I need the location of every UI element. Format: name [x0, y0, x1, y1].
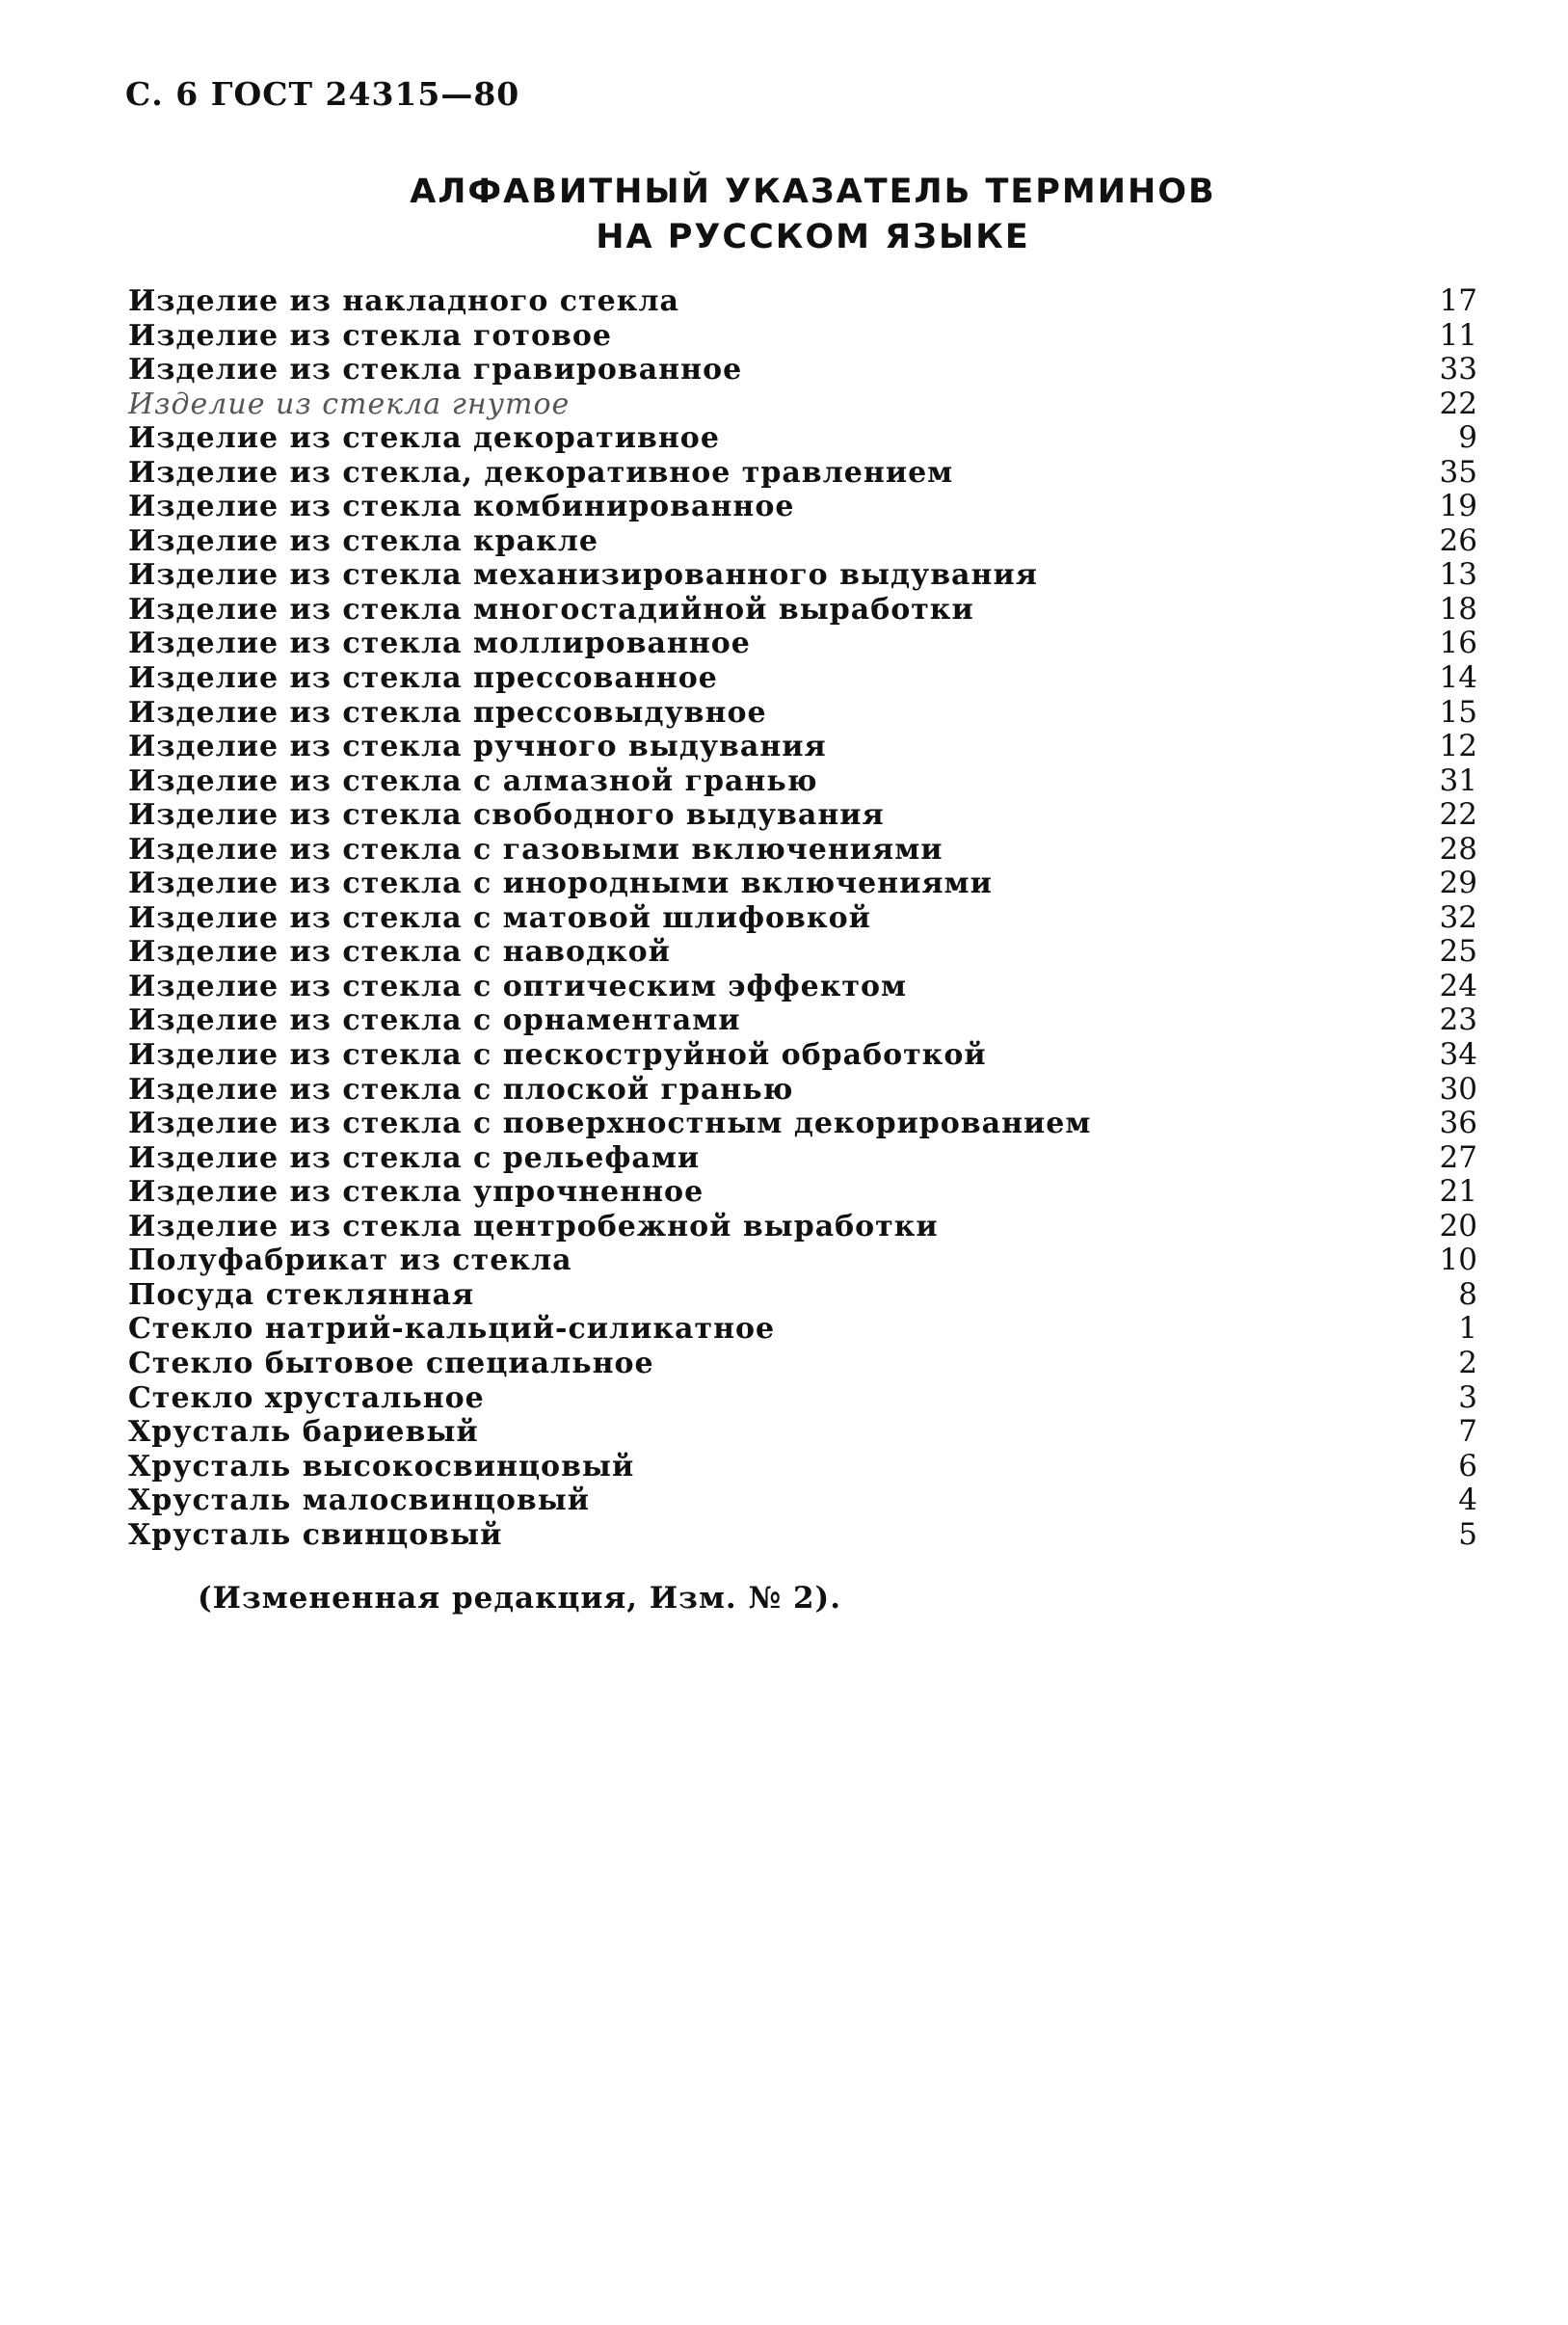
index-entry	[128, 1381, 1477, 1416]
index-term: Стекло натрий-кальций-силикатное	[128, 1312, 776, 1347]
index-number: 21	[1439, 1174, 1477, 1210]
index-entry	[128, 1141, 1477, 1176]
index-entry	[128, 1243, 1477, 1278]
index-term: Изделие из стекла гнутое	[128, 387, 571, 421]
index-number: 7	[1458, 1414, 1477, 1450]
index-entry	[128, 1003, 1477, 1038]
index-term: Изделие из стекла механизированного выдувания	[128, 558, 1038, 593]
index-term: Изделие из стекла с оптическим эффектом	[128, 969, 908, 1003]
index-term: Изделие из стекла, декоративное травлением	[128, 455, 954, 490]
index-number: 30	[1439, 1071, 1477, 1107]
index-entry	[128, 627, 1477, 661]
page-title	[0, 170, 1568, 260]
index-entry	[128, 661, 1477, 696]
index-entry	[128, 1415, 1477, 1450]
index-term: Изделие из стекла прессованное	[128, 661, 718, 696]
index-number: 28	[1439, 831, 1477, 867]
index-number: 35	[1439, 454, 1477, 490]
index-term: Изделие из стекла упрочненное	[128, 1175, 704, 1210]
index-term: Изделие из стекла с матовой шлифовкой	[128, 900, 871, 935]
index-number: 25	[1439, 934, 1477, 970]
index-number: 20	[1439, 1208, 1477, 1243]
index-entry	[128, 1450, 1477, 1484]
index-number: 3	[1458, 1379, 1477, 1415]
index-number: 10	[1439, 1243, 1477, 1278]
index-term: Изделие из стекла многостадийной выработки	[128, 592, 974, 627]
index-entry	[128, 593, 1477, 628]
index-number: 2	[1458, 1345, 1477, 1380]
index-term: Хрусталь бариевый	[128, 1415, 479, 1450]
index-term: Хрусталь малосвинцовый	[128, 1483, 591, 1518]
index-entry	[128, 284, 1477, 319]
index-entry	[128, 421, 1477, 456]
index-number: 19	[1439, 489, 1477, 524]
index-number: 16	[1439, 626, 1477, 661]
index-term: Изделие из стекла готовое	[128, 318, 612, 353]
index-entry	[128, 764, 1477, 799]
index-term: Изделие из стекла с алмазной гранью	[128, 763, 818, 798]
index-number: 1	[1458, 1311, 1477, 1347]
index-term: Изделие из стекла кракле	[128, 523, 598, 558]
index-number: 11	[1439, 317, 1477, 353]
index-entry	[128, 1073, 1477, 1108]
index-entry	[128, 935, 1477, 970]
index-number: 34	[1439, 1037, 1477, 1073]
index-term: Изделие из стекла комбинированное	[128, 490, 795, 524]
index-number: 17	[1439, 283, 1477, 318]
term-index-list	[128, 284, 1477, 1552]
index-number: 32	[1439, 899, 1477, 935]
index-number: 22	[1439, 386, 1477, 421]
index-term: Изделие из стекла моллированное	[128, 627, 751, 661]
index-number: 22	[1439, 797, 1477, 833]
index-entry	[128, 901, 1477, 936]
index-number: 9	[1458, 420, 1477, 456]
index-number: 23	[1439, 1002, 1477, 1038]
index-term: Полуфабрикат из стекла	[128, 1243, 572, 1278]
index-entry	[128, 1278, 1477, 1313]
index-entry	[128, 1347, 1477, 1381]
index-entry	[128, 353, 1477, 388]
index-number: 12	[1439, 729, 1477, 764]
index-number: 27	[1439, 1139, 1477, 1175]
index-term: Хрусталь высокосвинцовый	[128, 1449, 635, 1483]
index-entry	[128, 833, 1477, 868]
index-number: 31	[1439, 762, 1477, 798]
index-entry	[128, 798, 1477, 833]
index-number: 4	[1458, 1483, 1477, 1518]
index-number: 24	[1439, 968, 1477, 1003]
index-term: Изделие из стекла декоративное	[128, 421, 720, 456]
index-number: 5	[1458, 1516, 1477, 1552]
page-header: С. 6 ГОСТ 24315—80	[125, 75, 520, 113]
index-entry	[128, 1312, 1477, 1347]
index-term: Изделие из стекла с пескоструйной обработкой	[128, 1038, 987, 1073]
index-term: Изделие из стекла с наводкой	[128, 935, 671, 970]
index-entry	[128, 730, 1477, 764]
index-term: Изделие из стекла с газовыми включениями	[128, 832, 943, 867]
index-entry	[128, 867, 1477, 901]
index-term: Изделие из стекла с орнаментами	[128, 1003, 741, 1038]
index-term: Хрусталь свинцовый	[128, 1517, 503, 1552]
index-term: Изделие из стекла центробежной выработки	[128, 1209, 939, 1243]
index-number: 29	[1439, 866, 1477, 901]
index-entry	[128, 558, 1477, 593]
index-term: Изделие из стекла с поверхностным декорированием	[128, 1107, 1092, 1141]
index-entry	[128, 1038, 1477, 1073]
index-number: 6	[1458, 1448, 1477, 1483]
index-entry	[128, 388, 1477, 422]
index-number: 15	[1439, 694, 1477, 730]
index-entry	[128, 1518, 1477, 1553]
index-entry	[128, 1175, 1477, 1210]
index-term: Стекло бытовое специальное	[128, 1346, 654, 1380]
index-term: Изделие из стекла с рельефами	[128, 1140, 701, 1175]
index-entry	[128, 1107, 1477, 1141]
index-entry	[128, 456, 1477, 491]
index-term: Изделие из стекла гравированное	[128, 353, 743, 388]
index-entry	[128, 1210, 1477, 1244]
index-entry	[128, 490, 1477, 524]
index-term: Посуда стеклянная	[128, 1277, 475, 1312]
amendment-note: (Измененная редакция, Изм. № 2).	[198, 1581, 841, 1616]
index-entry	[128, 524, 1477, 559]
title-line-1: АЛФАВИТНЫЙ УКАЗАТЕЛЬ ТЕРМИНОВ	[410, 173, 1216, 211]
index-term: Изделие из стекла прессовыдувное	[128, 695, 767, 730]
index-number: 13	[1439, 557, 1477, 593]
index-entry	[128, 696, 1477, 731]
index-term: Изделие из стекла с плоской гранью	[128, 1072, 794, 1107]
index-entry	[128, 319, 1477, 354]
index-term: Стекло хрустальное	[128, 1380, 485, 1415]
index-number: 18	[1439, 591, 1477, 627]
index-term: Изделие из накладного стекла	[128, 284, 679, 318]
index-term: Изделие из стекла с инородными включениями	[128, 867, 993, 901]
index-entry	[128, 970, 1477, 1004]
title-line-2: НА РУССКОМ ЯЗЫКЕ	[596, 218, 1030, 256]
index-term: Изделие из стекла ручного выдувания	[128, 730, 827, 764]
index-number: 8	[1458, 1276, 1477, 1312]
index-number: 36	[1439, 1106, 1477, 1141]
index-number: 14	[1439, 660, 1477, 696]
index-term: Изделие из стекла свободного выдувания	[128, 798, 885, 833]
index-number: 33	[1439, 352, 1477, 388]
index-entry	[128, 1483, 1477, 1518]
index-number: 26	[1439, 522, 1477, 558]
